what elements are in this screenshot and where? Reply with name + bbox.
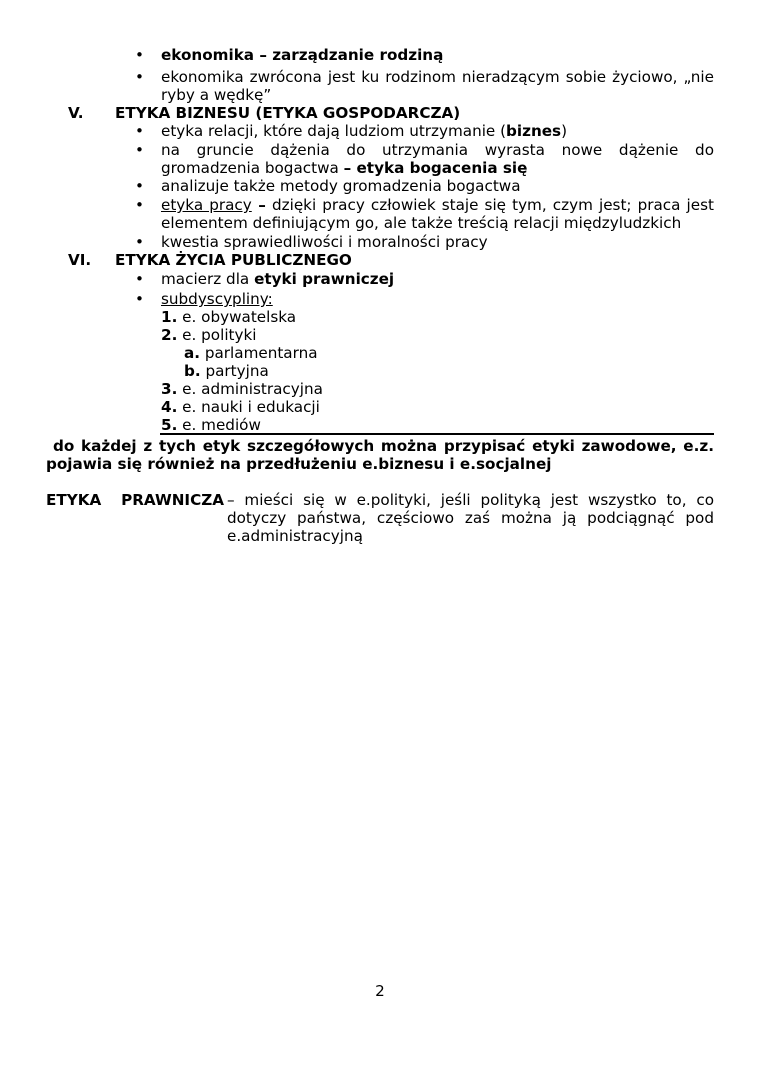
page-number: 2 xyxy=(375,982,385,1000)
bullet-marker: • xyxy=(135,46,144,64)
bullet-marker: • xyxy=(135,122,144,140)
numbered-item: 4. e. nauki i edukacji xyxy=(161,398,320,416)
bullet-marker: • xyxy=(135,290,144,308)
bullet-marker: • xyxy=(135,177,144,195)
numbered-item: 5. e. mediów xyxy=(161,416,261,434)
list-item: kwestia sprawiedliwości i moralności pracy xyxy=(161,233,488,251)
definition-term: ETYKA PRAWNICZA xyxy=(46,491,224,509)
list-item: etyka relacji, które dają ludziom utrzymanie (biznes) xyxy=(161,122,568,140)
list-item-bold: ekonomika – zarządzanie rodziną xyxy=(161,46,444,64)
bullet-marker: • xyxy=(135,141,144,159)
list-item: na gruncie dążenia do utrzymania wyrasta nowe dążenie do gromadzenia bogactwa – etyka bogacenia się xyxy=(161,141,714,177)
bullet-marker: • xyxy=(135,196,144,214)
definition-text: – mieści się w e.polityki, jeśli polityką jest wszystko to, co dotyczy państwa, częściowo zaś można ją podciągnąć pod e.administracyjną xyxy=(227,491,714,545)
section-heading: ETYKA ŻYCIA PUBLICZNEGO xyxy=(115,251,352,269)
section-numeral: VI. xyxy=(68,251,92,269)
list-item: macierz dla etyki prawniczej xyxy=(161,270,395,288)
lettered-item: a. parlamentarna xyxy=(184,344,318,362)
numbered-item: 3. e. administracyjna xyxy=(161,380,323,398)
bullet-marker: • xyxy=(135,233,144,251)
horizontal-rule xyxy=(160,433,714,435)
lettered-item: b. partyjna xyxy=(184,362,269,380)
section-heading: ETYKA BIZNESU (ETYKA GOSPODARCZA) xyxy=(115,104,461,122)
numbered-item: 2. e. polityki xyxy=(161,326,257,344)
numbered-item: 1. e. obywatelska xyxy=(161,308,297,326)
list-item: subdyscypliny: xyxy=(161,290,273,308)
list-item: analizuje także metody gromadzenia bogactwa xyxy=(161,177,521,195)
list-item: ekonomika zwrócona jest ku rodzinom nieradzącym sobie życiowo, „nie ryby a wędkę” xyxy=(161,68,714,104)
section-numeral: V. xyxy=(68,104,84,122)
bullet-marker: • xyxy=(135,68,144,86)
bullet-marker: • xyxy=(135,270,144,288)
note-paragraph: do każdej z tych etyk szczegółowych można przypisać etyki zawodowe, e.z. pojawia się również na przedłużeniu e.biznesu i e.socjalnej xyxy=(46,437,714,473)
list-item: etyka pracy – dzięki pracy człowiek staje się tym, czym jest; praca jest elementem definiującym go, ale także treścią relacji międzyludzkich xyxy=(161,196,714,232)
